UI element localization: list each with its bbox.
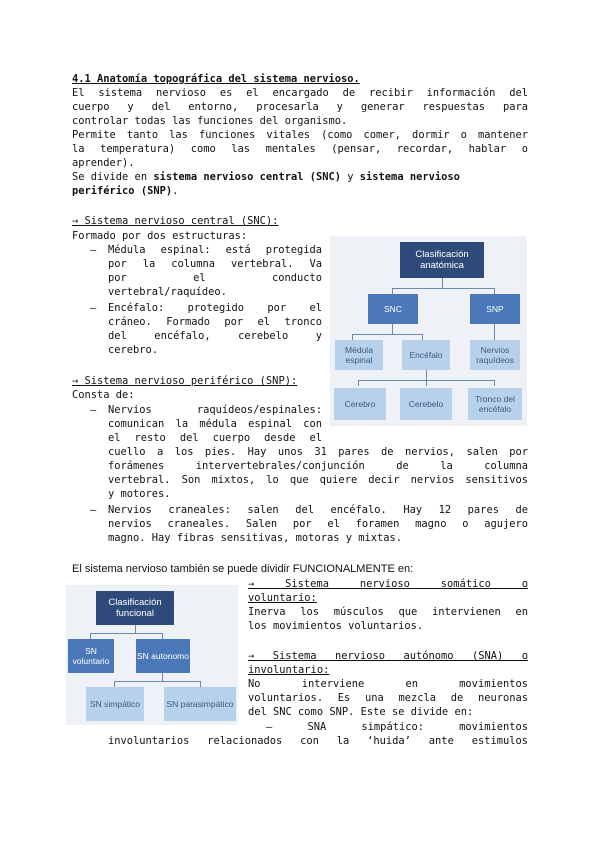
snp-item1-line: cuello a los pies. Hay unos 31 pares de nervios, salen por <box>108 446 528 458</box>
snp-title: → Sistema nervioso periférico (SNP): <box>72 375 298 387</box>
intro-line: aprender). <box>72 157 135 169</box>
snp-item1-line: vertebral. Son mixtos, lo que quiere decir nervios sensitivos <box>108 474 528 486</box>
snp-item2-line: Nervios craneales: salen del encéfalo. Hay 12 pares de <box>108 504 528 516</box>
division-text: Se divide en <box>72 171 154 183</box>
sn-simpatico-box: SN simpático <box>86 687 144 721</box>
snp-box: SNP <box>470 294 520 324</box>
intro-line: la temperatura) como las mentales (pensar, recordar, hablar o <box>72 143 528 155</box>
snc-item1-line: Médula espinal: está protegida <box>108 244 322 256</box>
snc-item2-line: cráneo. Formado por el tronco <box>108 316 322 328</box>
snp-item1-line: forámenes intervertebrales/conjunción de la columna <box>108 460 528 472</box>
sn-parasimpatico-box: SN parasimpático <box>164 687 236 721</box>
cerebelo-box: Cerebelo <box>400 388 452 420</box>
snp-intro: Consta de: <box>72 389 135 401</box>
autonomic-title: involuntario: <box>248 664 330 676</box>
sympathetic-line: involuntarios relacionados con la ‘huida’ ante estimulos <box>108 735 528 747</box>
diagram-root-box: Clasificación anatómica <box>400 242 484 278</box>
encefalo-box: Encéfalo <box>402 340 450 370</box>
snp-item1-line: comunican la médula espinal con <box>108 418 322 430</box>
autonomic-text: del SNC como SNP. Este se divide en: <box>248 706 474 718</box>
diagram-root-box: Clasificación funcional <box>96 591 174 625</box>
bullet: – <box>90 302 97 314</box>
division-text: . <box>172 185 179 197</box>
medula-box: Médula espinal <box>335 340 383 370</box>
somatic-title: → Sistema nervioso somático o <box>248 578 528 590</box>
division-line <box>72 170 528 184</box>
section-heading: 4.1 Anatomía topográfica del sistema nervioso. <box>72 73 360 85</box>
anatomical-diagram <box>330 236 527 426</box>
intro-line: Permite tanto las funciones vitales (como comer, dormir o mantener <box>72 129 528 141</box>
division-line <box>72 184 528 198</box>
bullet: – <box>90 504 97 516</box>
snc-item1-line: vertebral/raquídeo. <box>108 286 227 298</box>
snp-term: sistema nervioso <box>359 171 460 183</box>
sn-voluntario-box: SN voluntario <box>68 639 114 673</box>
snp-item2-line: magno. Hay fibras sensitivas, motoras y mixtas. <box>108 532 403 544</box>
snc-term: sistema nervioso central (SNC) <box>153 171 341 183</box>
division-text: y <box>341 171 360 183</box>
snc-box: SNC <box>368 294 418 324</box>
snp-term: periférico (SNP) <box>72 185 173 197</box>
snc-item2-line: cerebro. <box>108 344 159 356</box>
snp-item1-line: el resto del cuerpo desde el <box>108 432 322 444</box>
snc-item2-line: del encéfalo, cerebelo y <box>108 330 322 342</box>
snc-item1-line: por la columna vertebral. Va <box>108 258 322 270</box>
bullet: – <box>90 244 97 256</box>
functional-diagram <box>66 585 238 725</box>
autonomic-text: No interviene en movimientos <box>248 678 528 690</box>
snc-intro: Formado por dos estructuras: <box>72 230 248 242</box>
somatic-text: Inerva los músculos que intervienen en <box>248 606 528 618</box>
sn-autonomo-box: SN autonomo <box>136 639 190 673</box>
snp-item2-line: nervios craneales. Salen por el foramen magno o agujero <box>108 518 528 530</box>
bullet: – <box>90 404 97 416</box>
snp-item1-line: Nervios raquídeos/espinales: <box>108 404 322 416</box>
snp-item1-line: y motores. <box>108 488 171 500</box>
nervios-box: Nervios raquídeos <box>470 340 520 370</box>
snc-title: → Sistema nervioso central (SNC): <box>72 215 279 227</box>
sympathetic-line: – SNA simpático: movimientos <box>266 721 528 733</box>
snc-item2-line: Encéfalo: protegido por el <box>108 302 322 314</box>
functional-intro: El sistema nervioso también se puede dividir FUNCIONALMENTE en: <box>72 563 414 575</box>
intro-line: cuerpo y del entorno, procesarla y generar respuestas para <box>72 101 528 113</box>
intro-line: El sistema nervioso es el encargado de recibir información del <box>72 87 528 99</box>
autonomic-title: → Sistema nervioso autónomo (SNA) o <box>248 650 528 662</box>
cerebro-box: Cerebro <box>334 388 386 420</box>
tronco-box: Tronco del encéfalo <box>468 388 522 420</box>
intro-line: controlar todas las funciones del organismo. <box>72 115 348 127</box>
autonomic-text: voluntarios. Es una mezcla de neuronas <box>248 692 528 704</box>
somatic-text: los movimientos voluntarios. <box>248 620 424 632</box>
somatic-title: voluntario: <box>248 592 317 604</box>
snc-item1-line: por el conducto <box>108 272 322 284</box>
